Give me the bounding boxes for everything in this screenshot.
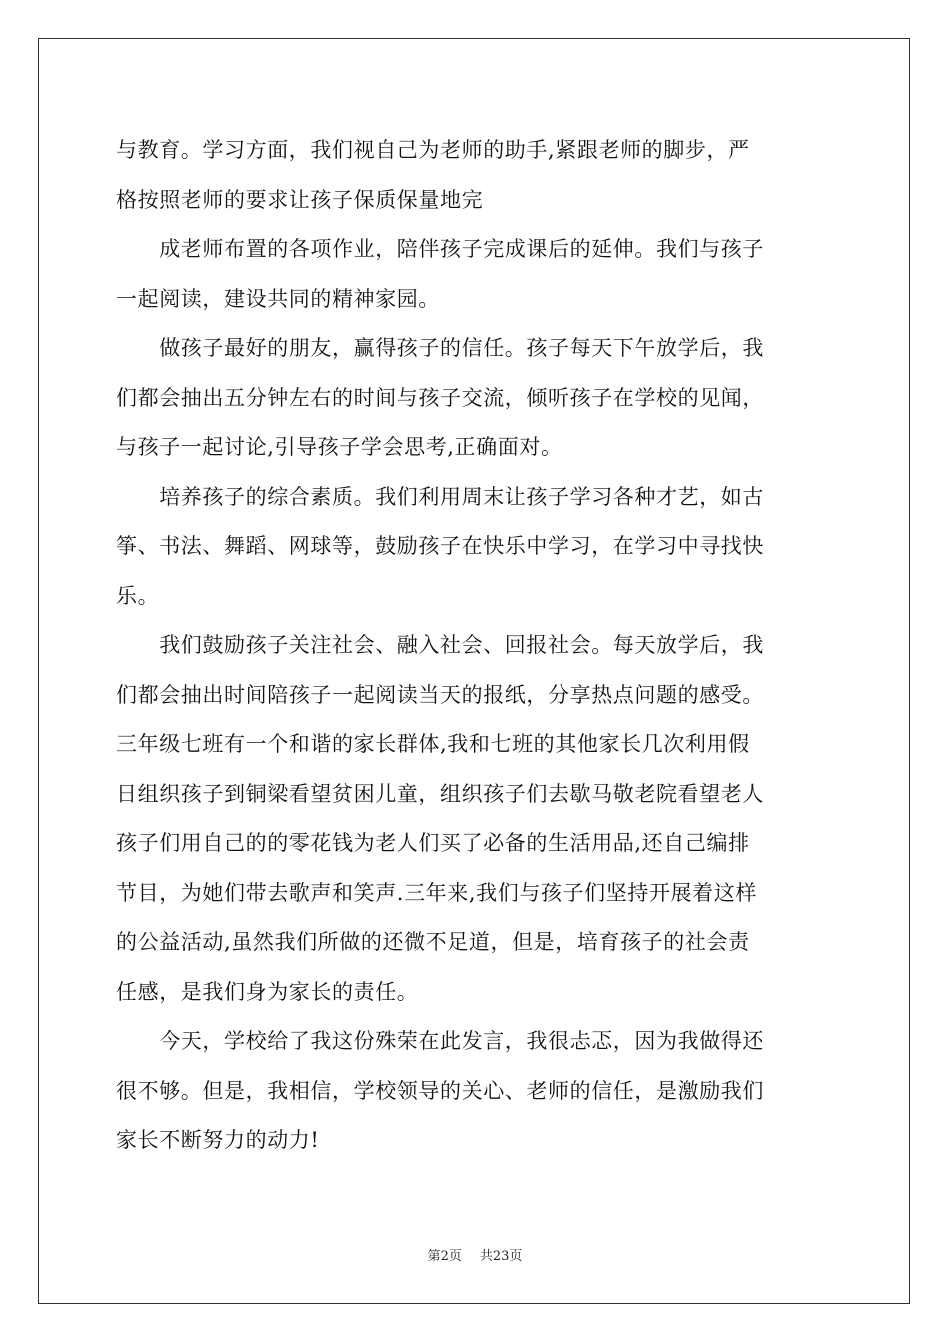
- text-line: 做孩子最好的朋友，赢得孩子的信任。孩子每天下午放学后，我: [116, 336, 764, 360]
- text-line: 很不够。但是，我相信，学校领导的关心、老师的信任，是激励我们: [116, 1078, 764, 1103]
- text-line: 日组织孩子到铜梁看望贫困儿童，组织孩子们去歇马敬老院看望老人: [116, 781, 764, 806]
- text-line: 筝、书法、舞蹈、网球等，鼓励孩子在快乐中学习，在学习中寻找快: [116, 534, 764, 558]
- text-line: 一起阅读，建设共同的精神家园。: [116, 286, 440, 311]
- text-line: 们都会抽出五分钟左右的时间与孩子交流，倾听孩子在学校的见闻，: [116, 385, 764, 410]
- text-line: 家长不断努力的动力!: [116, 1128, 320, 1152]
- text-line: 乐。: [116, 583, 160, 608]
- text-line: 三年级七班有一个和谐的家长群体,我和七班的其他家长几次利用假: [116, 732, 750, 756]
- text-line: 与孩子一起讨论,引导孩子学会思考,正确面对。: [116, 435, 563, 459]
- text-line: 我们鼓励孩子关注社会、融入社会、回报社会。每天放学后，我: [116, 633, 764, 657]
- text-line: 们都会抽出时间陪孩子一起阅读当天的报纸，分享热点问题的感受。: [116, 682, 764, 707]
- text-line: 与教育。学习方面，我们视自己为老师的助手,紧跟老师的脚步，严: [116, 138, 750, 162]
- text-line: 培养孩子的综合素质。我们利用周末让孩子学习各种才艺，如古: [116, 484, 764, 509]
- text-line: 今天，学校给了我这份殊荣在此发言，我很忐忑，因为我做得还: [116, 1029, 764, 1053]
- document-body: [116, 126, 832, 1166]
- page-total: 共23页: [479, 1249, 523, 1264]
- page-footer: [0, 1245, 950, 1264]
- page-number: 第2页: [427, 1249, 462, 1264]
- text-line: 成老师布置的各项作业，陪伴孩子完成课后的延伸。我们与孩子: [116, 237, 764, 261]
- text-line: 任感，是我们身为家长的责任。: [116, 979, 419, 1004]
- text-line: 格按照老师的要求让孩子保质保量地完: [116, 187, 484, 212]
- text-line: 孩子们用自己的的零花钱为老人们买了必备的生活用品,还自己编排: [116, 831, 750, 855]
- text-line: 节目，为她们带去歌声和笑声.三年来,我们与孩子们坚持开展着这样: [116, 880, 757, 905]
- text-line: 的公益活动,虽然我们所做的还微不足道，但是，培育孩子的社会责: [116, 930, 750, 954]
